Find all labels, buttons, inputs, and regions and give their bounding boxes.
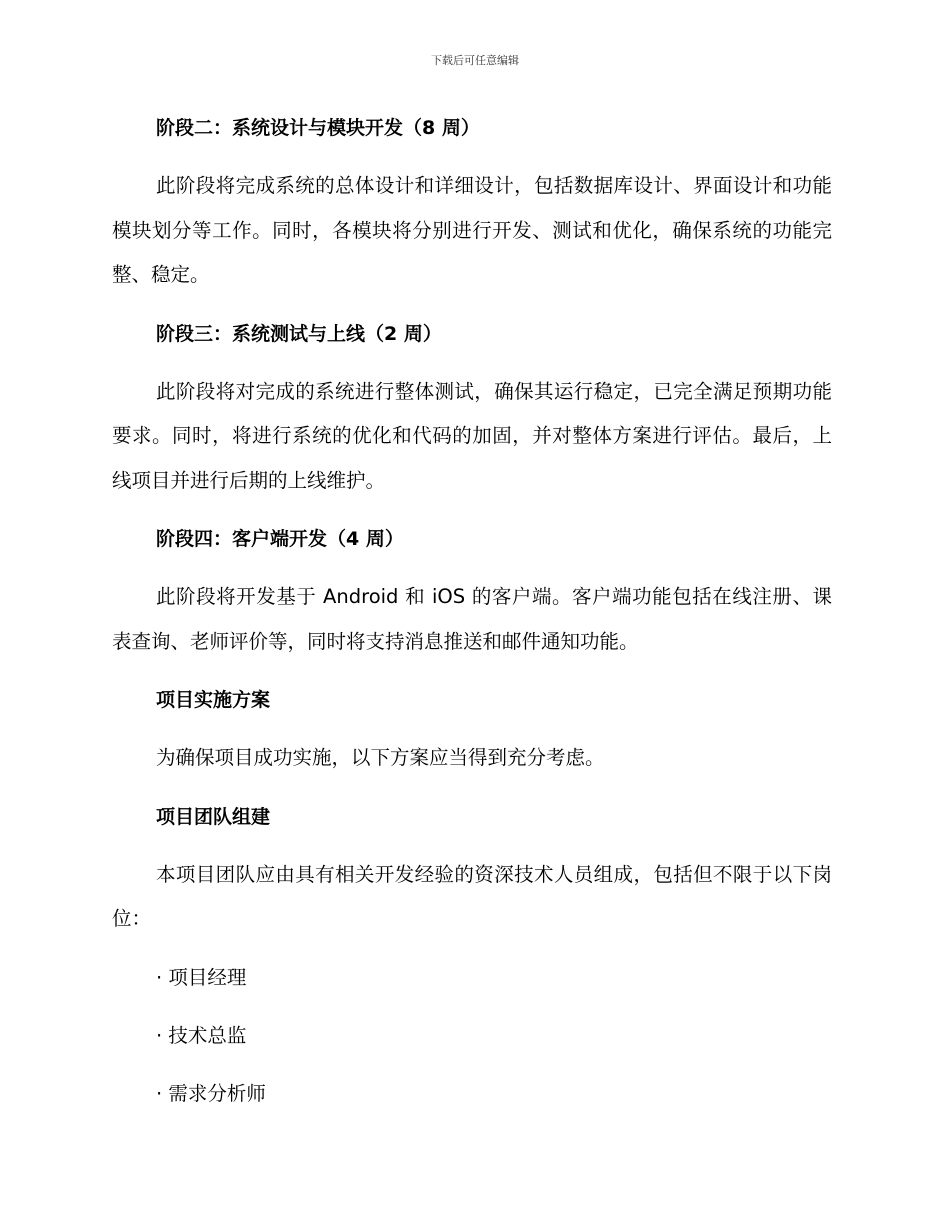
section-body-implementation-plan: 为确保项目成功实施，以下方案应当得到充分考虑。 xyxy=(156,746,605,769)
section-heading-phase-2: 阶段二：系统设计与模块开发（8 周） xyxy=(156,117,480,139)
section-heading-phase-4: 阶段四：客户端开发（4 周） xyxy=(156,528,404,550)
page-header: 下载后可任意编辑 xyxy=(431,54,519,67)
section-heading-phase-3: 阶段三：系统测试与上线（2 周） xyxy=(156,322,442,345)
document-body xyxy=(112,106,832,1130)
section-body-phase-2: 此阶段将完成系统的总体设计和详细设计，包括数据库设计、界面设计和功能模块划分等工作。同时，各模块将分别进行开发、测试和优化，确保系统的功能完整、稳定。 xyxy=(112,174,832,286)
role-list-item: · 需求分析师 xyxy=(156,1081,266,1105)
role-list-item: · 技术总监 xyxy=(156,1023,247,1047)
section-heading-implementation-plan: 项目实施方案 xyxy=(156,689,271,711)
role-list-item: · 项目经理 xyxy=(156,965,247,989)
section-heading-team-setup: 项目团队组建 xyxy=(156,805,271,828)
section-body-phase-4: 此阶段将开发基于 Android 和 iOS 的客户端。客户端功能包括在线注册、课表查询、老师评价等，同时将支持消息推送和邮件通知功能。 xyxy=(112,585,832,653)
section-body-team-setup: 本项目团队应由具有相关开发经验的资深技术人员组成，包括但不限于以下岗位： xyxy=(112,862,832,930)
section-body-phase-3: 此阶段将对完成的系统进行整体测试，确保其运行稳定，已完全满足预期功能要求。同时，将进行系统的优化和代码的加固，并对整体方案进行评估。最后，上线项目并进行后期的上线维护。 xyxy=(112,379,832,492)
